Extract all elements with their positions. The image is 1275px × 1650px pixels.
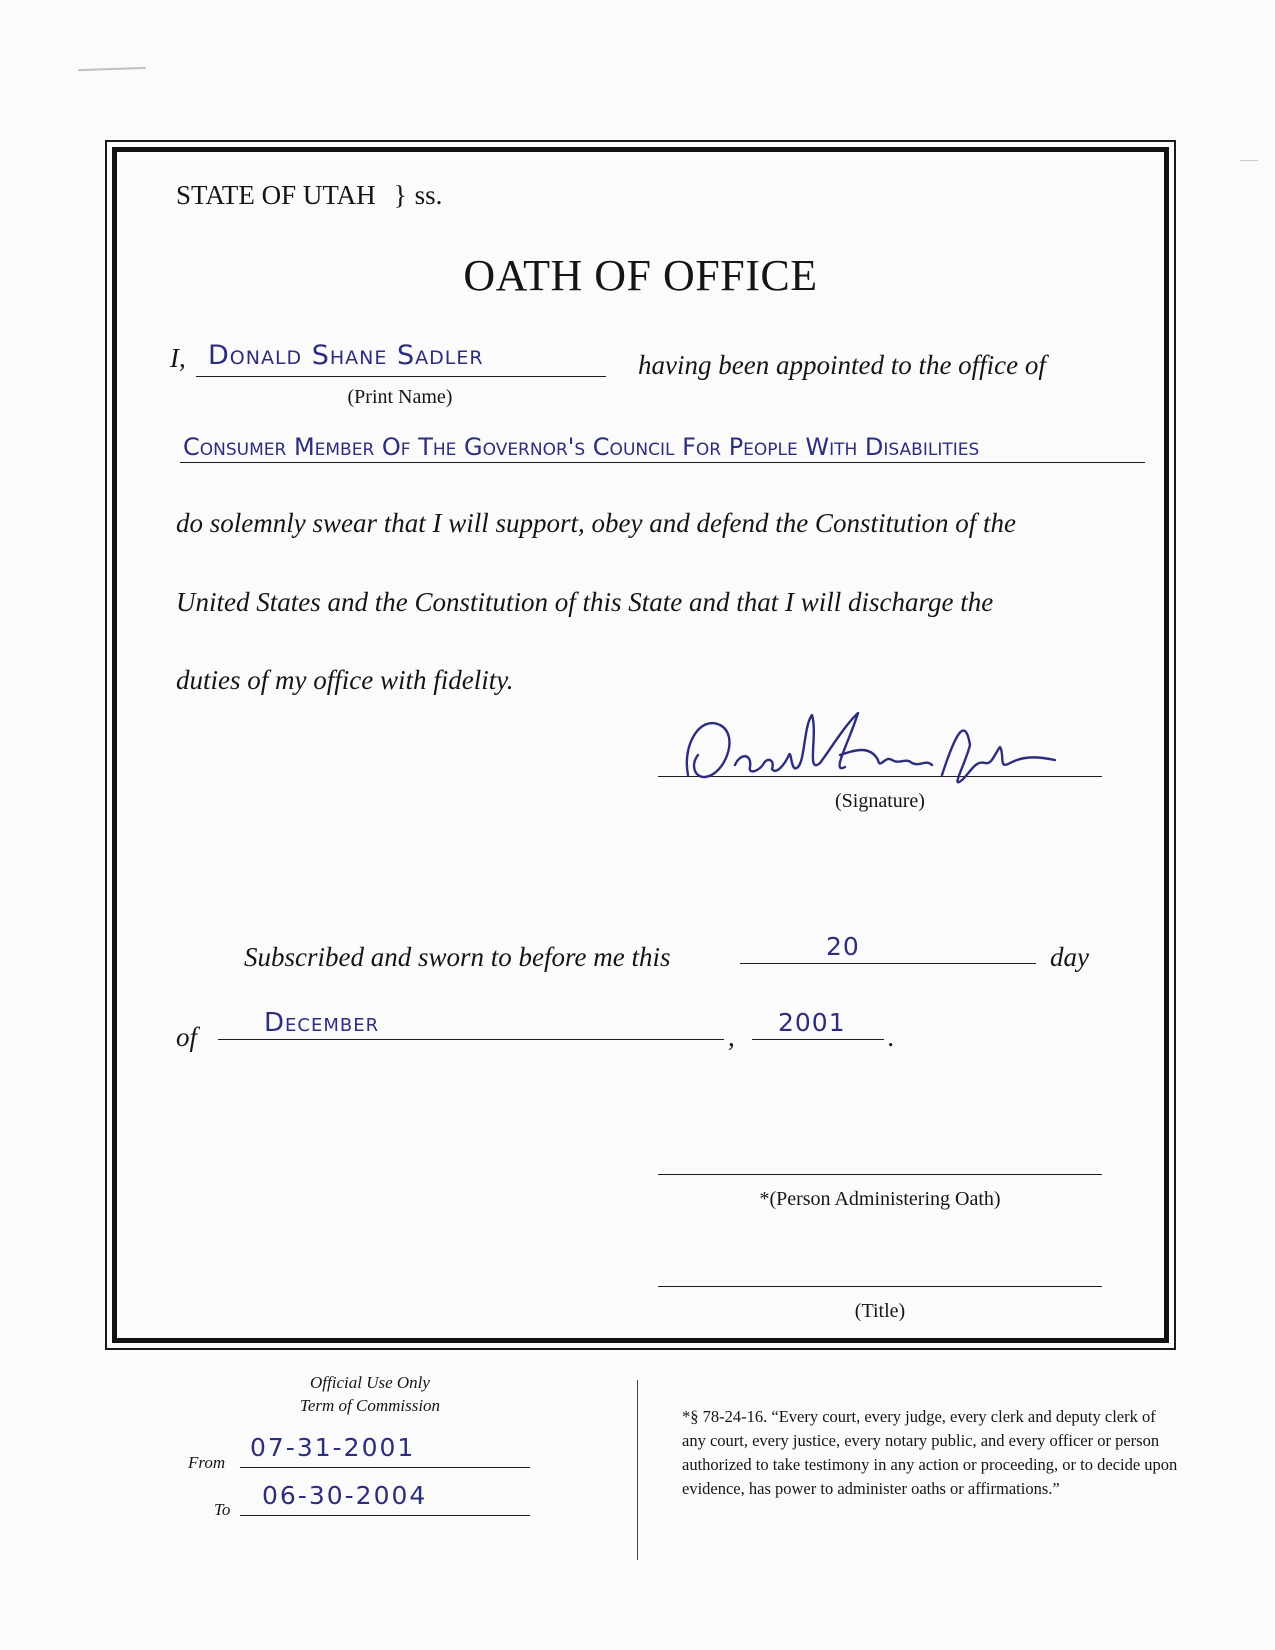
day-value: 20 — [826, 932, 860, 961]
print-name-line — [196, 376, 606, 377]
administrator-line — [658, 1174, 1102, 1175]
office-value: Consumer Member Of The Governor's Council For People With Disabilities — [183, 433, 980, 461]
month-value: December — [264, 1008, 380, 1038]
scan-mark — [1240, 160, 1258, 161]
appointed-text: having been appointed to the office of — [638, 350, 1046, 380]
year-line — [752, 1039, 884, 1040]
scan-mark — [78, 67, 146, 71]
of-label: of — [176, 1022, 198, 1052]
statute-note: *§ 78-24-16. “Every court, every judge, every clerk and deputy clerk of any court, every justice, every notary public, and every officer or person authorized to take testimony in any action or proceeding, or to decide upon evidence, has power to administer oaths or affirmations.” — [682, 1407, 1178, 1498]
day-line — [740, 963, 1036, 964]
from-label: From — [188, 1453, 226, 1472]
month-line — [218, 1039, 724, 1040]
oath-prefix: I, — [170, 343, 186, 373]
office-line — [180, 462, 1145, 463]
state-name: STATE OF UTAH — [176, 180, 376, 210]
term-from-value: 07-31-2001 — [250, 1433, 416, 1462]
ss-label: ss. — [414, 180, 443, 210]
to-label: To — [214, 1500, 231, 1519]
oath-body-line-2: United States and the Constitution of this State and that I will discharge the — [176, 587, 994, 617]
official-use-label: Official Use Only — [310, 1373, 430, 1392]
title-caption: (Title) — [854, 1300, 906, 1322]
period: . — [888, 1022, 895, 1052]
state-heading — [176, 180, 442, 211]
from-line — [240, 1467, 530, 1468]
day-label: day — [1050, 942, 1089, 972]
term-label: Term of Commission — [299, 1396, 441, 1415]
footer-divider — [637, 1380, 638, 1560]
oath-body-line-3: duties of my office with fidelity. — [176, 665, 514, 695]
term-to-value: 06-30-2004 — [262, 1481, 428, 1510]
sworn-text: Subscribed and sworn to before me this — [244, 942, 671, 972]
title-line — [658, 1286, 1102, 1287]
brace: } — [393, 180, 407, 210]
print-name-value: Donald Shane Sadler — [208, 340, 484, 371]
signature-caption: (Signature) — [835, 790, 925, 812]
administrator-caption: *(Person Administering Oath) — [759, 1188, 1001, 1210]
oath-body-line-1: do solemnly swear that I will support, obey and defend the Constitution of the — [176, 508, 1016, 538]
print-name-caption: (Print Name) — [347, 386, 453, 408]
signature-image — [680, 705, 1060, 795]
year-value: 2001 — [778, 1008, 846, 1037]
to-line — [240, 1515, 530, 1516]
page-title: OATH OF OFFICE — [463, 251, 818, 300]
comma: , — [728, 1022, 735, 1052]
